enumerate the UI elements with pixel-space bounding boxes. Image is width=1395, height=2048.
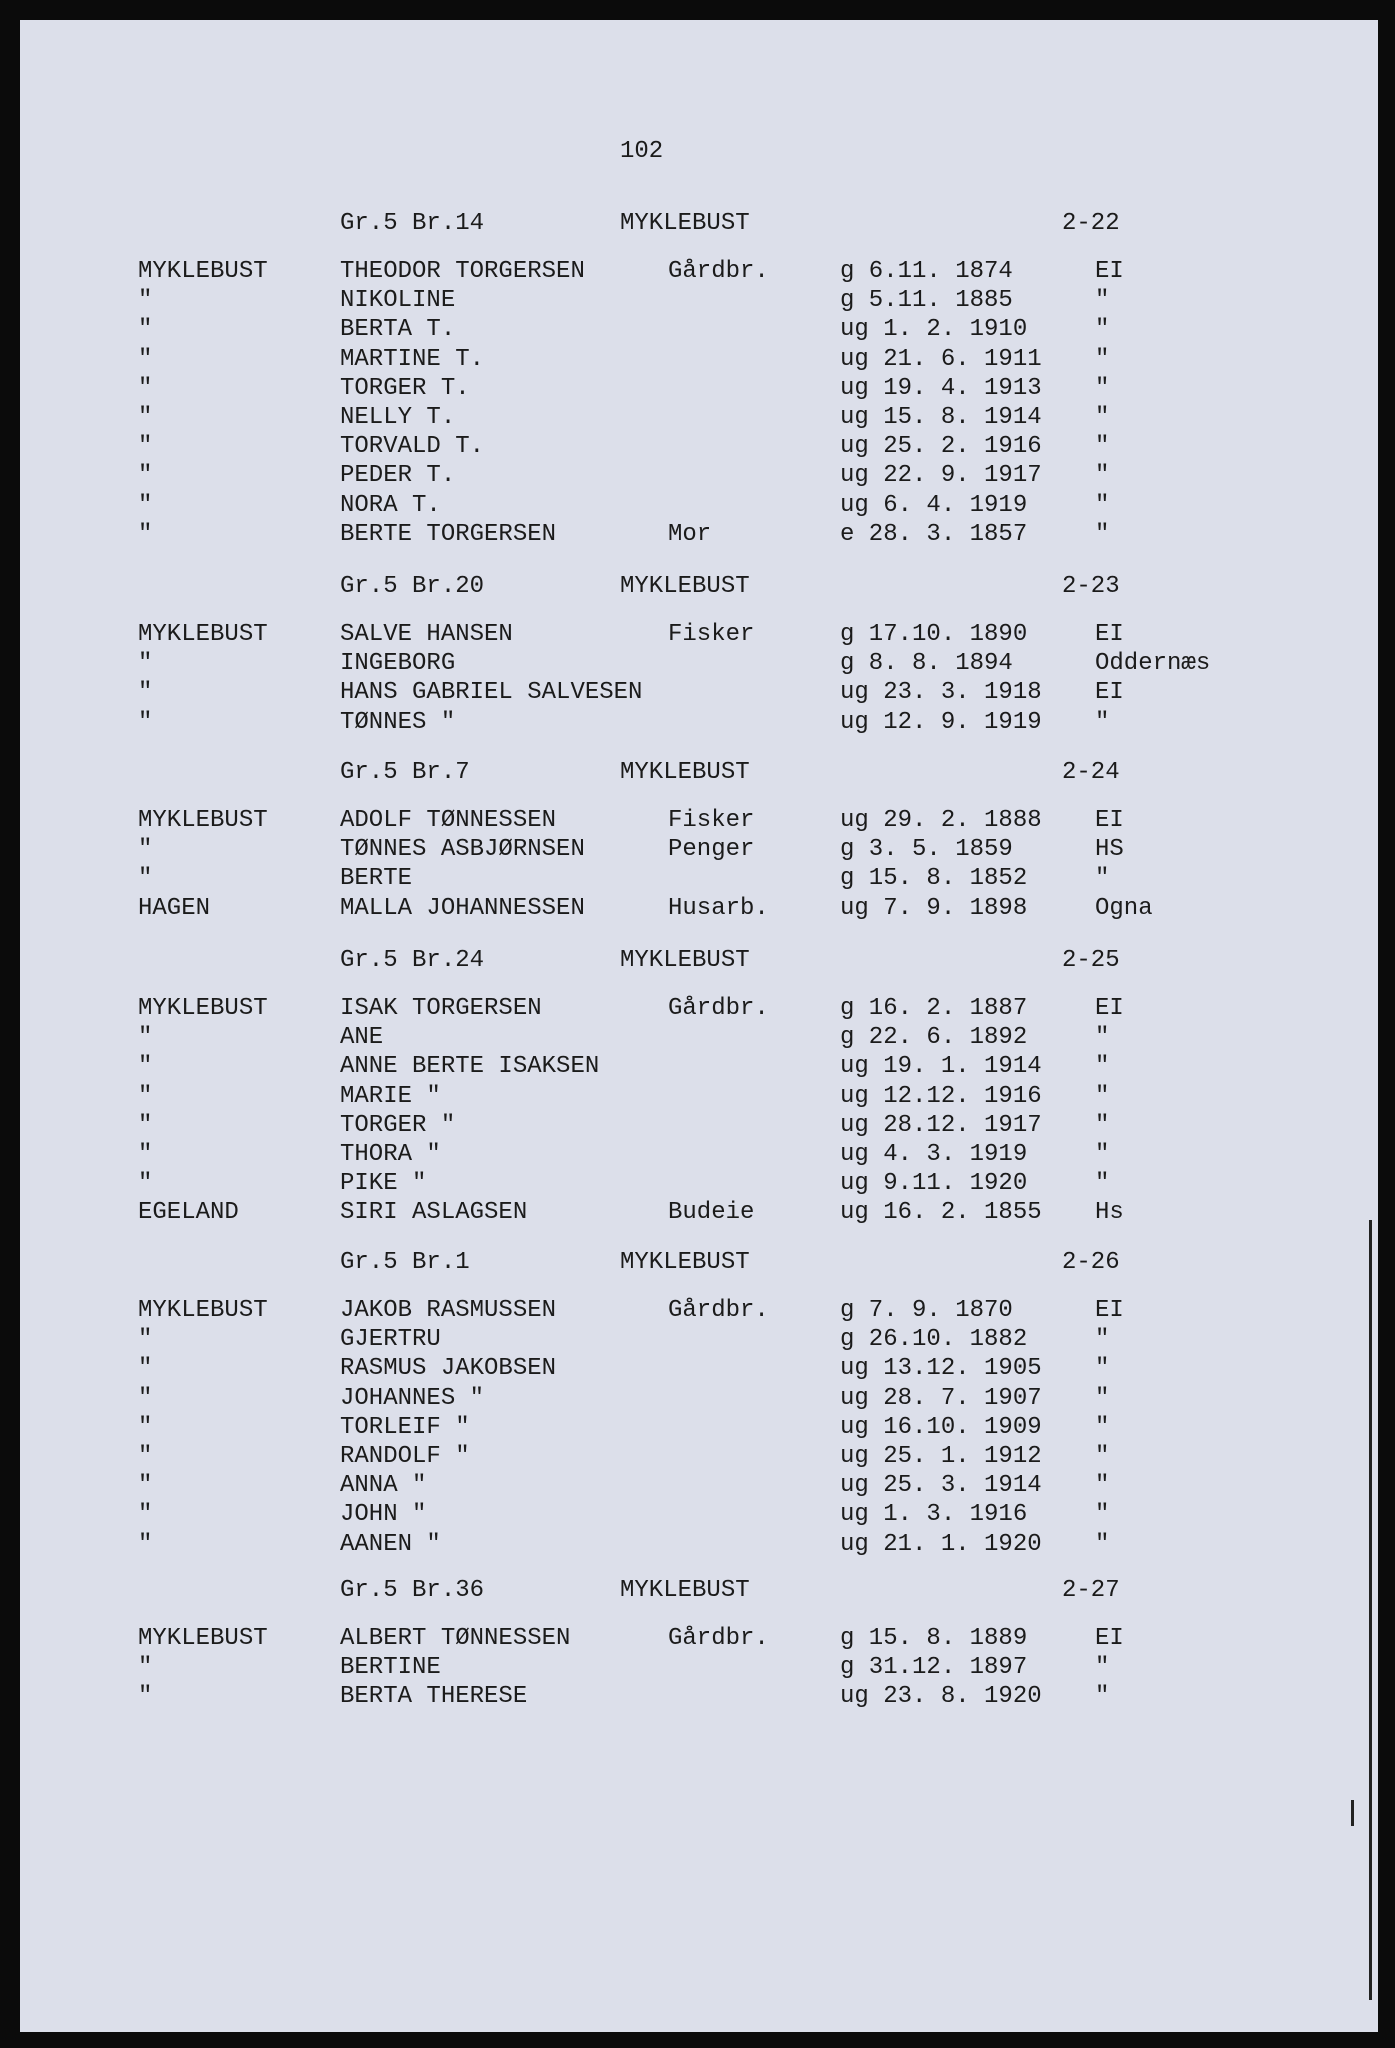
group-header-gr: Gr.5 Br.7: [340, 759, 470, 786]
entry-birthplace: ": [1095, 1384, 1110, 1412]
entry-occupation: Gårdbr.: [668, 258, 769, 285]
page-number: 102: [620, 138, 664, 165]
entry-name: RANDOLF ": [340, 1443, 470, 1470]
group-header-id: 2-25: [1062, 947, 1120, 974]
entry-name: TØNNES ": [340, 708, 456, 736]
entry-birthplace: ": [1095, 1111, 1110, 1139]
entry-occupation: Husarb.: [668, 894, 769, 922]
group-header-gr: Gr.5 Br.1: [340, 1249, 470, 1276]
entry-date: ug 21. 1. 1920: [840, 1530, 1042, 1558]
entry-date: ug 25. 2. 1916: [840, 433, 1042, 461]
entry-name: JOHANNES ": [340, 1384, 485, 1412]
entry-birthplace: ": [1095, 1082, 1110, 1110]
entry-place: ": [138, 1413, 153, 1441]
entry-birthplace: ": [1095, 374, 1110, 402]
group-header-gr: Gr.5 Br.14: [340, 210, 485, 237]
entry-place: ": [138, 1326, 153, 1354]
entry-occupation: Fisker: [668, 621, 755, 648]
entry-birthplace: ": [1095, 1053, 1110, 1081]
group-header-id: 2-26: [1062, 1249, 1120, 1276]
entry-birthplace: HS: [1095, 836, 1124, 864]
entry-name: BERTE: [340, 865, 413, 893]
group-header-location: MYKLEBUST: [620, 1577, 750, 1604]
entry-birthplace: EI: [1095, 679, 1124, 707]
group-header-gr: Gr.5 Br.20: [340, 573, 485, 600]
entry-place: ": [138, 1170, 153, 1198]
entry-birthplace: EI: [1095, 1625, 1124, 1652]
entry-birthplace: ": [1095, 345, 1110, 373]
entry-date: ug 9.11. 1920: [840, 1170, 1028, 1198]
entry-name: GJERTRU: [340, 1326, 441, 1354]
entry-birthplace: EI: [1095, 621, 1124, 648]
entry-place: ": [138, 520, 153, 548]
entry-date: g 5.11. 1885: [840, 287, 1013, 315]
entry-name: THORA ": [340, 1141, 441, 1168]
entry-birthplace: ": [1095, 433, 1110, 461]
entry-place: ": [138, 462, 153, 490]
entry-birthplace: ": [1095, 404, 1110, 431]
entry-birthplace: ": [1095, 1170, 1110, 1198]
entry-place: MYKLEBUST: [138, 258, 268, 285]
entry-birthplace: ": [1095, 1654, 1110, 1682]
group-header-id: 2-23: [1062, 573, 1120, 600]
entry-birthplace: ": [1095, 491, 1110, 519]
group-header-gr: Gr.5 Br.24: [340, 947, 485, 974]
entry-place: ": [138, 1355, 153, 1383]
entry-birthplace: ": [1095, 462, 1110, 490]
entry-birthplace: ": [1095, 865, 1110, 893]
entry-date: g 22. 6. 1892: [840, 1024, 1028, 1052]
entry-occupation: Fisker: [668, 807, 755, 834]
entry-place: ": [138, 1654, 153, 1682]
entry-place: MYKLEBUST: [138, 995, 268, 1022]
entry-name: SIRI ASLAGSEN: [340, 1199, 528, 1227]
entry-name: ANE: [340, 1024, 384, 1052]
entry-name: SALVE HANSEN: [340, 621, 513, 648]
entry-birthplace: ": [1095, 1443, 1110, 1470]
entry-date: ug 16. 2. 1855: [840, 1199, 1042, 1227]
entry-place: MYKLEBUST: [138, 621, 268, 648]
entry-occupation: Budeie: [668, 1199, 755, 1227]
entry-date: e 28. 3. 1857: [840, 520, 1028, 548]
group-header-location: MYKLEBUST: [620, 759, 750, 786]
entry-birthplace: ": [1095, 1326, 1110, 1354]
entry-name: TORLEIF ": [340, 1413, 470, 1441]
entry-date: g 15. 8. 1889: [840, 1625, 1028, 1652]
entry-place: ": [138, 1141, 153, 1168]
entry-date: ug 28.12. 1917: [840, 1111, 1042, 1139]
entry-name: BERTA T.: [340, 316, 456, 344]
entry-place: ": [138, 374, 153, 402]
entry-birthplace: ": [1095, 1413, 1110, 1441]
document-page: [20, 20, 1378, 2032]
entry-name: BERTA THERESE: [340, 1683, 528, 1711]
entry-place: ": [138, 865, 153, 893]
entry-name: TØNNES ASBJØRNSEN: [340, 836, 585, 864]
entry-place: ": [138, 1530, 153, 1558]
group-header-location: MYKLEBUST: [620, 947, 750, 974]
entry-place: ": [138, 679, 153, 707]
entry-date: ug 15. 8. 1914: [840, 404, 1042, 431]
entry-name: INGEBORG: [340, 650, 456, 678]
entry-place: ": [138, 287, 153, 315]
entry-birthplace: EI: [1095, 807, 1124, 834]
entry-date: ug 12. 9. 1919: [840, 708, 1042, 736]
entry-place: ": [138, 1111, 153, 1139]
entry-name: BERTINE: [340, 1654, 441, 1682]
entry-date: ug 19. 4. 1913: [840, 374, 1042, 402]
entry-occupation: Mor: [668, 520, 712, 548]
entry-name: JOHN ": [340, 1501, 427, 1529]
group-header-location: MYKLEBUST: [620, 210, 750, 237]
entry-place: ": [138, 404, 153, 431]
entry-birthplace: ": [1095, 1024, 1110, 1052]
entry-birthplace: EI: [1095, 995, 1124, 1022]
entry-place: ": [138, 316, 153, 344]
group-header-location: MYKLEBUST: [620, 573, 750, 600]
entry-name: JAKOB RASMUSSEN: [340, 1297, 557, 1324]
entry-name: HANS GABRIEL SALVESEN: [340, 679, 643, 707]
entry-place: ": [138, 708, 153, 736]
entry-date: g 26.10. 1882: [840, 1326, 1028, 1354]
entry-name: MALLA JOHANNESSEN: [340, 894, 585, 922]
entry-name: NELLY T.: [340, 404, 456, 431]
scan-edge-mark: [1369, 1220, 1372, 2000]
entry-name: RASMUS JAKOBSEN: [340, 1355, 557, 1383]
entry-date: g 17.10. 1890: [840, 621, 1028, 648]
group-header-id: 2-27: [1062, 1577, 1120, 1604]
entry-date: g 31.12. 1897: [840, 1654, 1028, 1682]
entry-date: ug 1. 2. 1910: [840, 316, 1028, 344]
entry-date: ug 23. 3. 1918: [840, 679, 1042, 707]
entry-name: PIKE ": [340, 1170, 427, 1198]
entry-name: MARTINE T.: [340, 345, 485, 373]
entry-place: ": [138, 1443, 153, 1470]
entry-birthplace: Oddernæs: [1095, 650, 1211, 678]
entry-date: ug 23. 8. 1920: [840, 1683, 1042, 1711]
entry-birthplace: ": [1095, 1141, 1110, 1168]
entry-place: ": [138, 345, 153, 373]
entry-birthplace: ": [1095, 1530, 1110, 1558]
entry-date: ug 21. 6. 1911: [840, 345, 1042, 373]
entry-name: ANNE BERTE ISAKSEN: [340, 1053, 600, 1081]
entry-place: HAGEN: [138, 894, 211, 922]
entry-date: ug 29. 2. 1888: [840, 807, 1042, 834]
entry-place: ": [138, 1683, 153, 1711]
entry-date: ug 28. 7. 1907: [840, 1384, 1042, 1412]
entry-date: ug 12.12. 1916: [840, 1082, 1042, 1110]
entry-birthplace: ": [1095, 1472, 1110, 1500]
entry-name: TORVALD T.: [340, 433, 485, 461]
entry-occupation: Gårdbr.: [668, 995, 769, 1022]
entry-name: AANEN ": [340, 1530, 441, 1558]
entry-date: ug 1. 3. 1916: [840, 1501, 1028, 1529]
entry-name: ANNA ": [340, 1472, 427, 1500]
entry-place: ": [138, 433, 153, 461]
group-header-location: MYKLEBUST: [620, 1249, 750, 1276]
entry-place: MYKLEBUST: [138, 1625, 268, 1652]
entry-place: ": [138, 1053, 153, 1081]
entry-name: BERTE TORGERSEN: [340, 520, 557, 548]
entry-place: ": [138, 650, 153, 678]
entry-date: ug 25. 1. 1912: [840, 1443, 1042, 1470]
entry-date: ug 22. 9. 1917: [840, 462, 1042, 490]
entry-place: MYKLEBUST: [138, 1297, 268, 1324]
entry-date: ug 16.10. 1909: [840, 1413, 1042, 1441]
entry-date: ug 4. 3. 1919: [840, 1141, 1028, 1168]
group-header-id: 2-22: [1062, 210, 1120, 237]
entry-name: PEDER T.: [340, 462, 456, 490]
entry-birthplace: EI: [1095, 1297, 1124, 1324]
entry-place: ": [138, 1082, 153, 1110]
entry-place: ": [138, 1472, 153, 1500]
entry-name: NORA T.: [340, 491, 441, 519]
entry-place: ": [138, 1024, 153, 1052]
entry-birthplace: ": [1095, 1683, 1110, 1711]
entry-name: TORGER T.: [340, 374, 470, 402]
entry-date: ug 25. 3. 1914: [840, 1472, 1042, 1500]
entry-date: ug 7. 9. 1898: [840, 894, 1028, 922]
entry-birthplace: ": [1095, 1501, 1110, 1529]
entry-date: g 8. 8. 1894: [840, 650, 1013, 678]
entry-birthplace: EI: [1095, 258, 1124, 285]
entry-name: MARIE ": [340, 1082, 441, 1110]
group-header-gr: Gr.5 Br.36: [340, 1577, 485, 1604]
entry-birthplace: Hs: [1095, 1199, 1124, 1227]
entry-birthplace: ": [1095, 287, 1110, 315]
entry-occupation: Gårdbr.: [668, 1625, 769, 1652]
entry-date: ug 13.12. 1905: [840, 1355, 1042, 1383]
entry-name: THEODOR TORGERSEN: [340, 258, 585, 285]
entry-birthplace: Ogna: [1095, 894, 1153, 922]
entry-place: ": [138, 1501, 153, 1529]
entry-place: ": [138, 491, 153, 519]
entry-date: g 15. 8. 1852: [840, 865, 1028, 893]
entry-date: ug 19. 1. 1914: [840, 1053, 1042, 1081]
group-header-id: 2-24: [1062, 759, 1120, 786]
entry-birthplace: ": [1095, 1355, 1110, 1383]
scan-edge-tick: [1351, 1800, 1360, 1826]
entry-occupation: Gårdbr.: [668, 1297, 769, 1324]
entry-place: EGELAND: [138, 1199, 239, 1227]
entry-occupation: Penger: [668, 836, 755, 864]
entry-date: g 7. 9. 1870: [840, 1297, 1013, 1324]
entry-name: ADOLF TØNNESSEN: [340, 807, 557, 834]
entry-date: ug 6. 4. 1919: [840, 491, 1028, 519]
entry-birthplace: ": [1095, 520, 1110, 548]
entry-place: MYKLEBUST: [138, 807, 268, 834]
entry-name: NIKOLINE: [340, 287, 456, 315]
entry-name: ISAK TORGERSEN: [340, 995, 542, 1022]
entry-birthplace: ": [1095, 316, 1110, 344]
entry-date: g 16. 2. 1887: [840, 995, 1028, 1022]
entry-date: g 3. 5. 1859: [840, 836, 1013, 864]
entry-name: ALBERT TØNNESSEN: [340, 1625, 571, 1652]
entry-date: g 6.11. 1874: [840, 258, 1013, 285]
entry-name: TORGER ": [340, 1111, 456, 1139]
entry-place: ": [138, 1384, 153, 1412]
entry-place: ": [138, 836, 153, 864]
entry-birthplace: ": [1095, 708, 1110, 736]
